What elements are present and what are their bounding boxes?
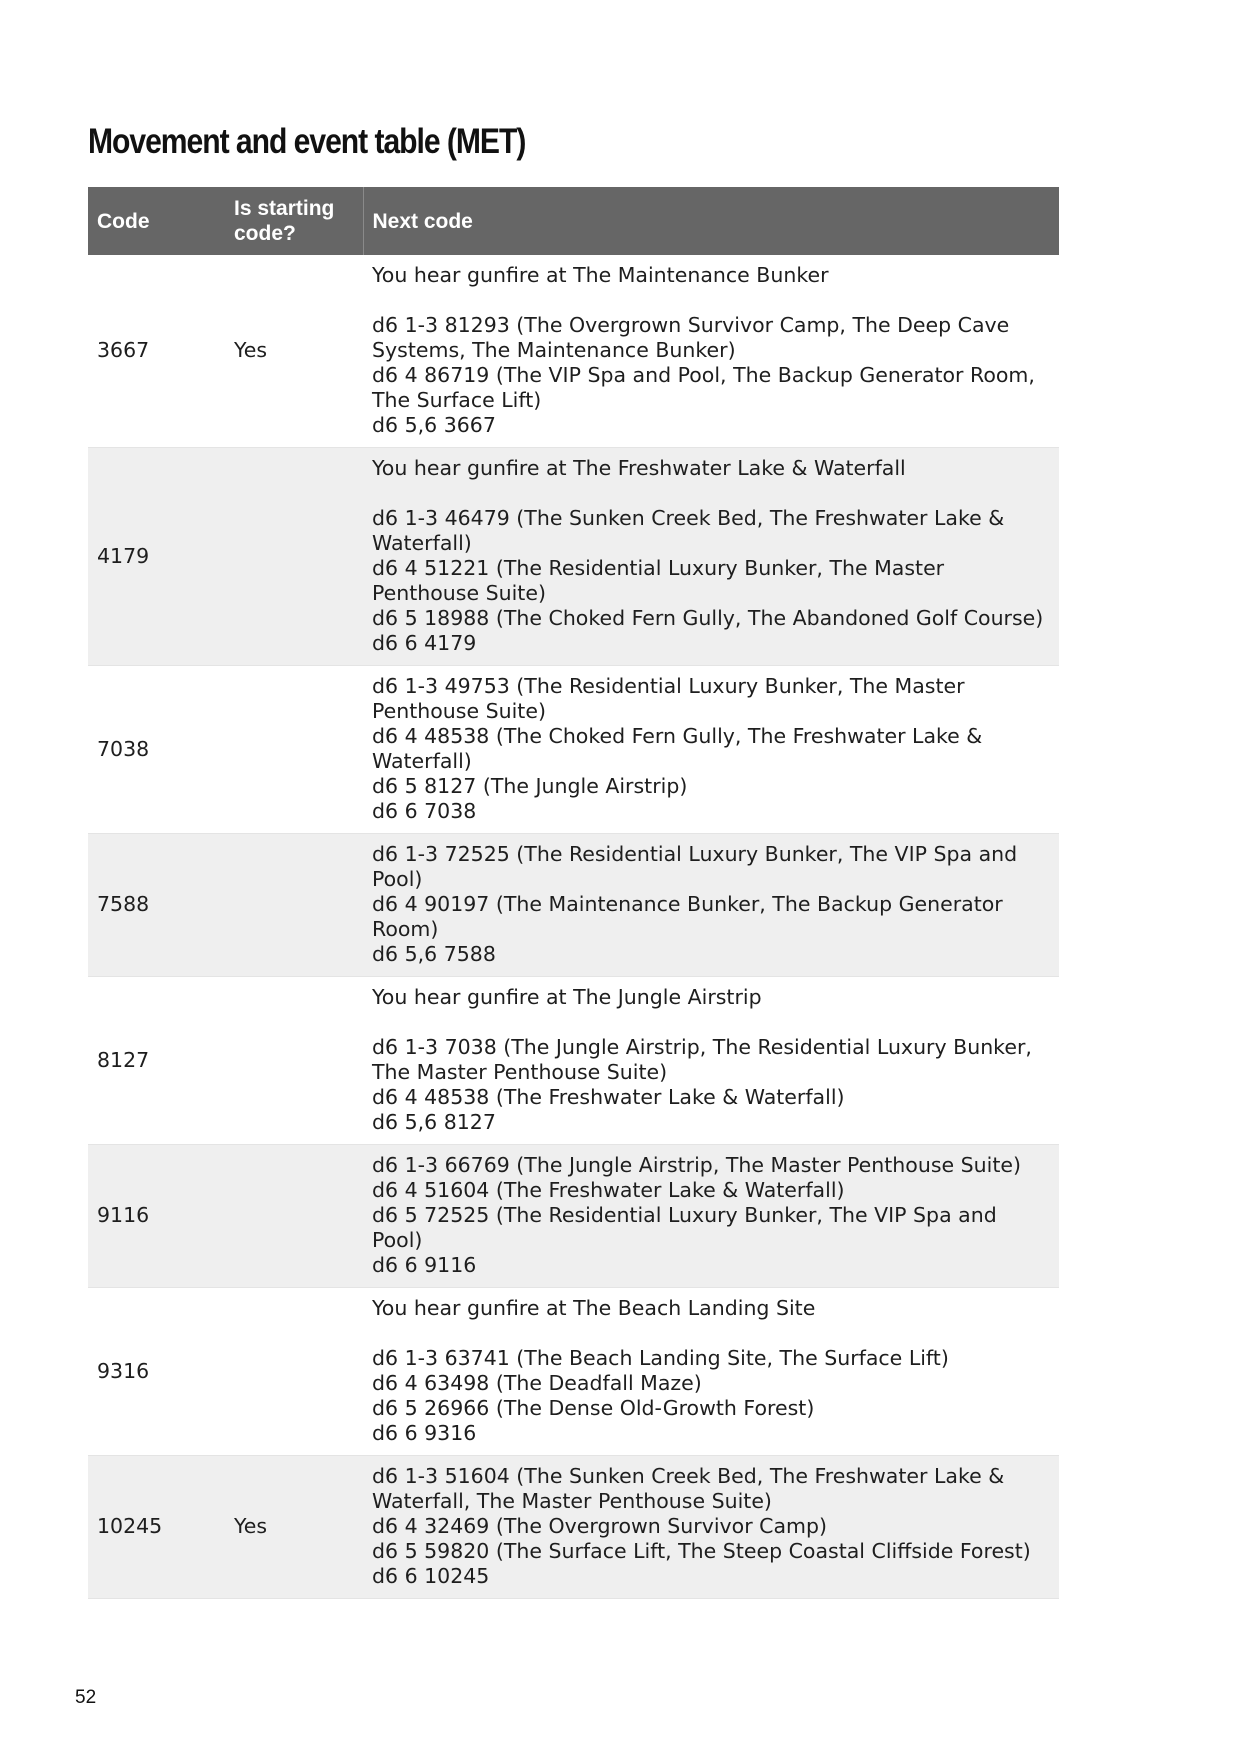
starting-code-cell: Yes xyxy=(225,255,363,448)
starting-code-cell xyxy=(225,834,363,977)
table-row xyxy=(88,255,1059,448)
table-row xyxy=(88,977,1059,1145)
header-code: Code xyxy=(88,187,225,255)
code-cell: 3667 xyxy=(88,255,225,448)
header-is-starting-code: Is starting code? xyxy=(225,187,363,255)
next-code-text: You hear gunfire at The Beach Landing Site d6 1-3 63741 (The Beach Landing Site, The Surface Lift) d6 4 63498 (The Deadfall Maze) d6 5 26966 (The Dense Old-Growth Forest) d6 6 9316 xyxy=(372,1296,949,1445)
next-code-text: You hear gunfire at The Jungle Airstrip d6 1-3 7038 (The Jungle Airstrip, The Residential Luxury Bunker, The Master Penthouse Suite) d6 4 48538 (The Freshwater Lake & Waterfall) d6 5,6 8127 xyxy=(372,985,1032,1134)
code-cell: 7588 xyxy=(88,834,225,977)
met-table xyxy=(88,187,1059,1599)
next-code-text: d6 1-3 72525 (The Residential Luxury Bunker, The VIP Spa and Pool) d6 4 90197 (The Maintenance Bunker, The Backup Generator Room) d6 5,6 7588 xyxy=(372,842,1018,966)
next-code-text: You hear gunfire at The Maintenance Bunker d6 1-3 81293 (The Overgrown Survivor Camp, The Deep Cave Systems, The Maintenance Bunker) d6 4 86719 (The VIP Spa and Pool, The Backup Generator Room, The Surface Lift) d6 5,6 3667 xyxy=(372,263,1035,437)
next-code-text: d6 1-3 66769 (The Jungle Airstrip, The Master Penthouse Suite) d6 4 51604 (The Freshwater Lake & Waterfall) d6 5 72525 (The Residential Luxury Bunker, The VIP Spa and Pool) d6 6 9116 xyxy=(372,1153,1021,1277)
table-header xyxy=(88,187,1059,255)
header-row xyxy=(88,187,1059,255)
starting-code-cell: Yes xyxy=(225,1456,363,1599)
starting-code-cell xyxy=(225,1288,363,1456)
table-row xyxy=(88,666,1059,834)
starting-code-cell xyxy=(225,1145,363,1288)
page-number: 52 xyxy=(75,1687,97,1708)
next-code-text: You hear gunfire at The Freshwater Lake & Waterfall d6 1-3 46479 (The Sunken Creek Bed, The Freshwater Lake & Waterfall) d6 4 51221 (The Residential Luxury Bunker, The Master Penthouse Suite) d6 5 18988 (The Choked Fern Gully, The Abandoned Golf Course) d6 6 4179 xyxy=(372,456,1044,655)
header-next-code: Next code xyxy=(363,187,1059,255)
next-code-cell xyxy=(363,666,1059,834)
table-row xyxy=(88,1288,1059,1456)
table-row xyxy=(88,448,1059,666)
code-cell: 7038 xyxy=(88,666,225,834)
table-row xyxy=(88,834,1059,977)
next-code-text: d6 1-3 49753 (The Residential Luxury Bunker, The Master Penthouse Suite) d6 4 48538 (The Choked Fern Gully, The Freshwater Lake & Waterfall) d6 5 8127 (The Jungle Airstrip) d6 6 7038 xyxy=(372,674,983,823)
code-cell: 9316 xyxy=(88,1288,225,1456)
table-row xyxy=(88,1145,1059,1288)
starting-code-cell xyxy=(225,977,363,1145)
next-code-cell xyxy=(363,255,1059,448)
next-code-cell xyxy=(363,1145,1059,1288)
code-cell: 4179 xyxy=(88,448,225,666)
next-code-text: d6 1-3 51604 (The Sunken Creek Bed, The Freshwater Lake & Waterfall, The Master Penthouse Suite) d6 4 32469 (The Overgrown Survivor Camp) d6 5 59820 (The Surface Lift, The Steep Coastal Cliffside Forest) d6 6 10245 xyxy=(372,1464,1031,1588)
table-row xyxy=(88,1456,1059,1599)
code-cell: 9116 xyxy=(88,1145,225,1288)
next-code-cell xyxy=(363,448,1059,666)
starting-code-cell xyxy=(225,666,363,834)
code-cell: 10245 xyxy=(88,1456,225,1599)
table-body xyxy=(88,255,1059,1599)
code-cell: 8127 xyxy=(88,977,225,1145)
next-code-cell xyxy=(363,834,1059,977)
next-code-cell xyxy=(363,1456,1059,1599)
next-code-cell xyxy=(363,977,1059,1145)
starting-code-cell xyxy=(225,448,363,666)
page-title: Movement and event table (MET) xyxy=(88,122,526,161)
next-code-cell xyxy=(363,1288,1059,1456)
